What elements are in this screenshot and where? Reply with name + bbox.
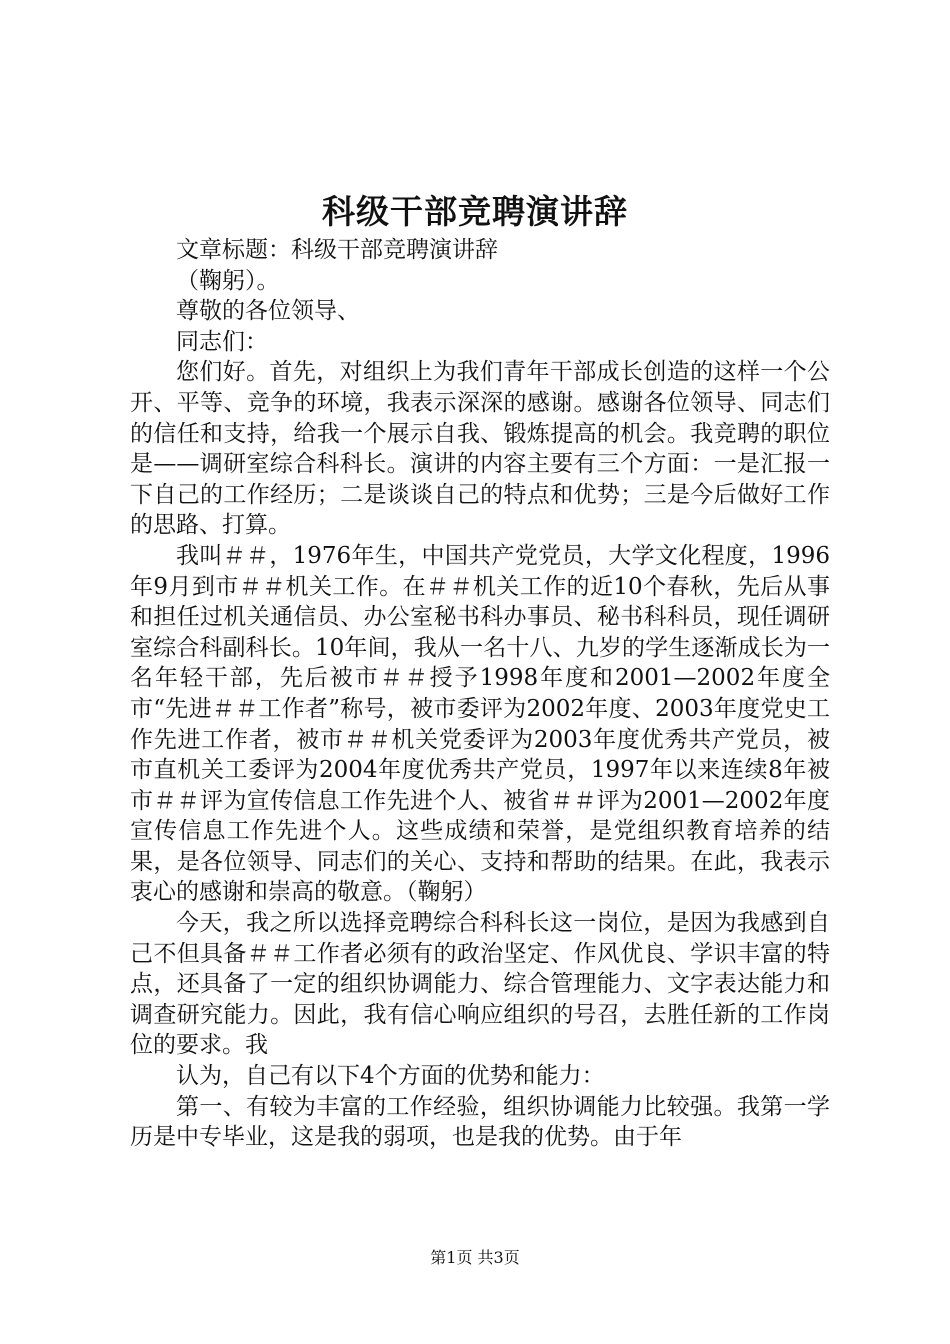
- paragraph-salutation-comrades: 同志们：: [176, 328, 268, 355]
- document-body: [130, 235, 830, 1153]
- paragraph-reason: 今天，我之所以选择竞聘综合科科长这一岗位，是因为我感到自己不但具备＃＃工作者必须有的政治坚定、作风优良、学识丰富的特点，还具备了一定的组织协调能力、综合管理能力、文字表达能力和调查研究能力。因此，我有信心响应组织的号召，去胜任新的工作岗位的要求。我: [130, 910, 830, 1059]
- paragraph-self-introduction: 我叫＃＃，1976年生，中国共产党党员，大学文化程度，1996年9月到市＃＃机关工作。在＃＃机关工作的近10个春秋，先后从事和担任过机关通信员、办公室秘书科办事员、秘书科科员，现任调研室综合科副科长。10年间，我从一名十八、九岁的学生逐渐成长为一名年轻干部，先后被市＃＃授予1998年度和2001—2002年度全市“先进＃＃工作者”称号，被市委评为2002年度、2003年度党史工作先进工作者，被市＃＃机关党委评为2003年度优秀共产党员，被市直机关工委评为2004年度优秀共产党员，1997年以来连续8年被市＃＃评为宣传信息工作先进个人、被省＃＃评为2001—2002年度宣传信息工作先进个人。这些成绩和荣誉，是党组织教育培养的结果，是各位领导、同志们的关心、支持和帮助的结果。在此，我表示衷心的感谢和崇高的敬意。（鞠躬）: [130, 542, 830, 906]
- paragraph-first-advantage: 第一、有较为丰富的工作经验，组织协调能力比较强。我第一学历是中专毕业，这是我的弱项，也是我的优势。由于年: [130, 1093, 830, 1151]
- paragraph-article-title: 文章标题：科级干部竞聘演讲辞: [176, 237, 498, 263]
- paragraph-greeting: 您们好。首先，对组织上为我们青年干部成长创造的这样一个公开、平等、竞争的环境，我表示深深的感谢。感谢各位领导、同志们的信任和支持，给我一个展示自我、锻炼提高的机会。我竞聘的职位是——调研室综合科科长。演讲的内容主要有三个方面：一是汇报一下自己的工作经历；二是谈谈自己的特点和优势；三是今后做好工作的思路、打算。: [130, 359, 830, 539]
- paragraph-bow: （鞠躬）。: [176, 267, 280, 294]
- paragraph-salutation-leaders: 尊敬的各位领导、: [176, 298, 360, 325]
- paragraph-advantages-intro: 认为，自己有以下4个方面的优势和能力：: [176, 1063, 605, 1090]
- document-title: 科级干部竞聘演讲辞: [322, 192, 628, 231]
- page-footer: 第1页 共3页: [430, 1248, 520, 1267]
